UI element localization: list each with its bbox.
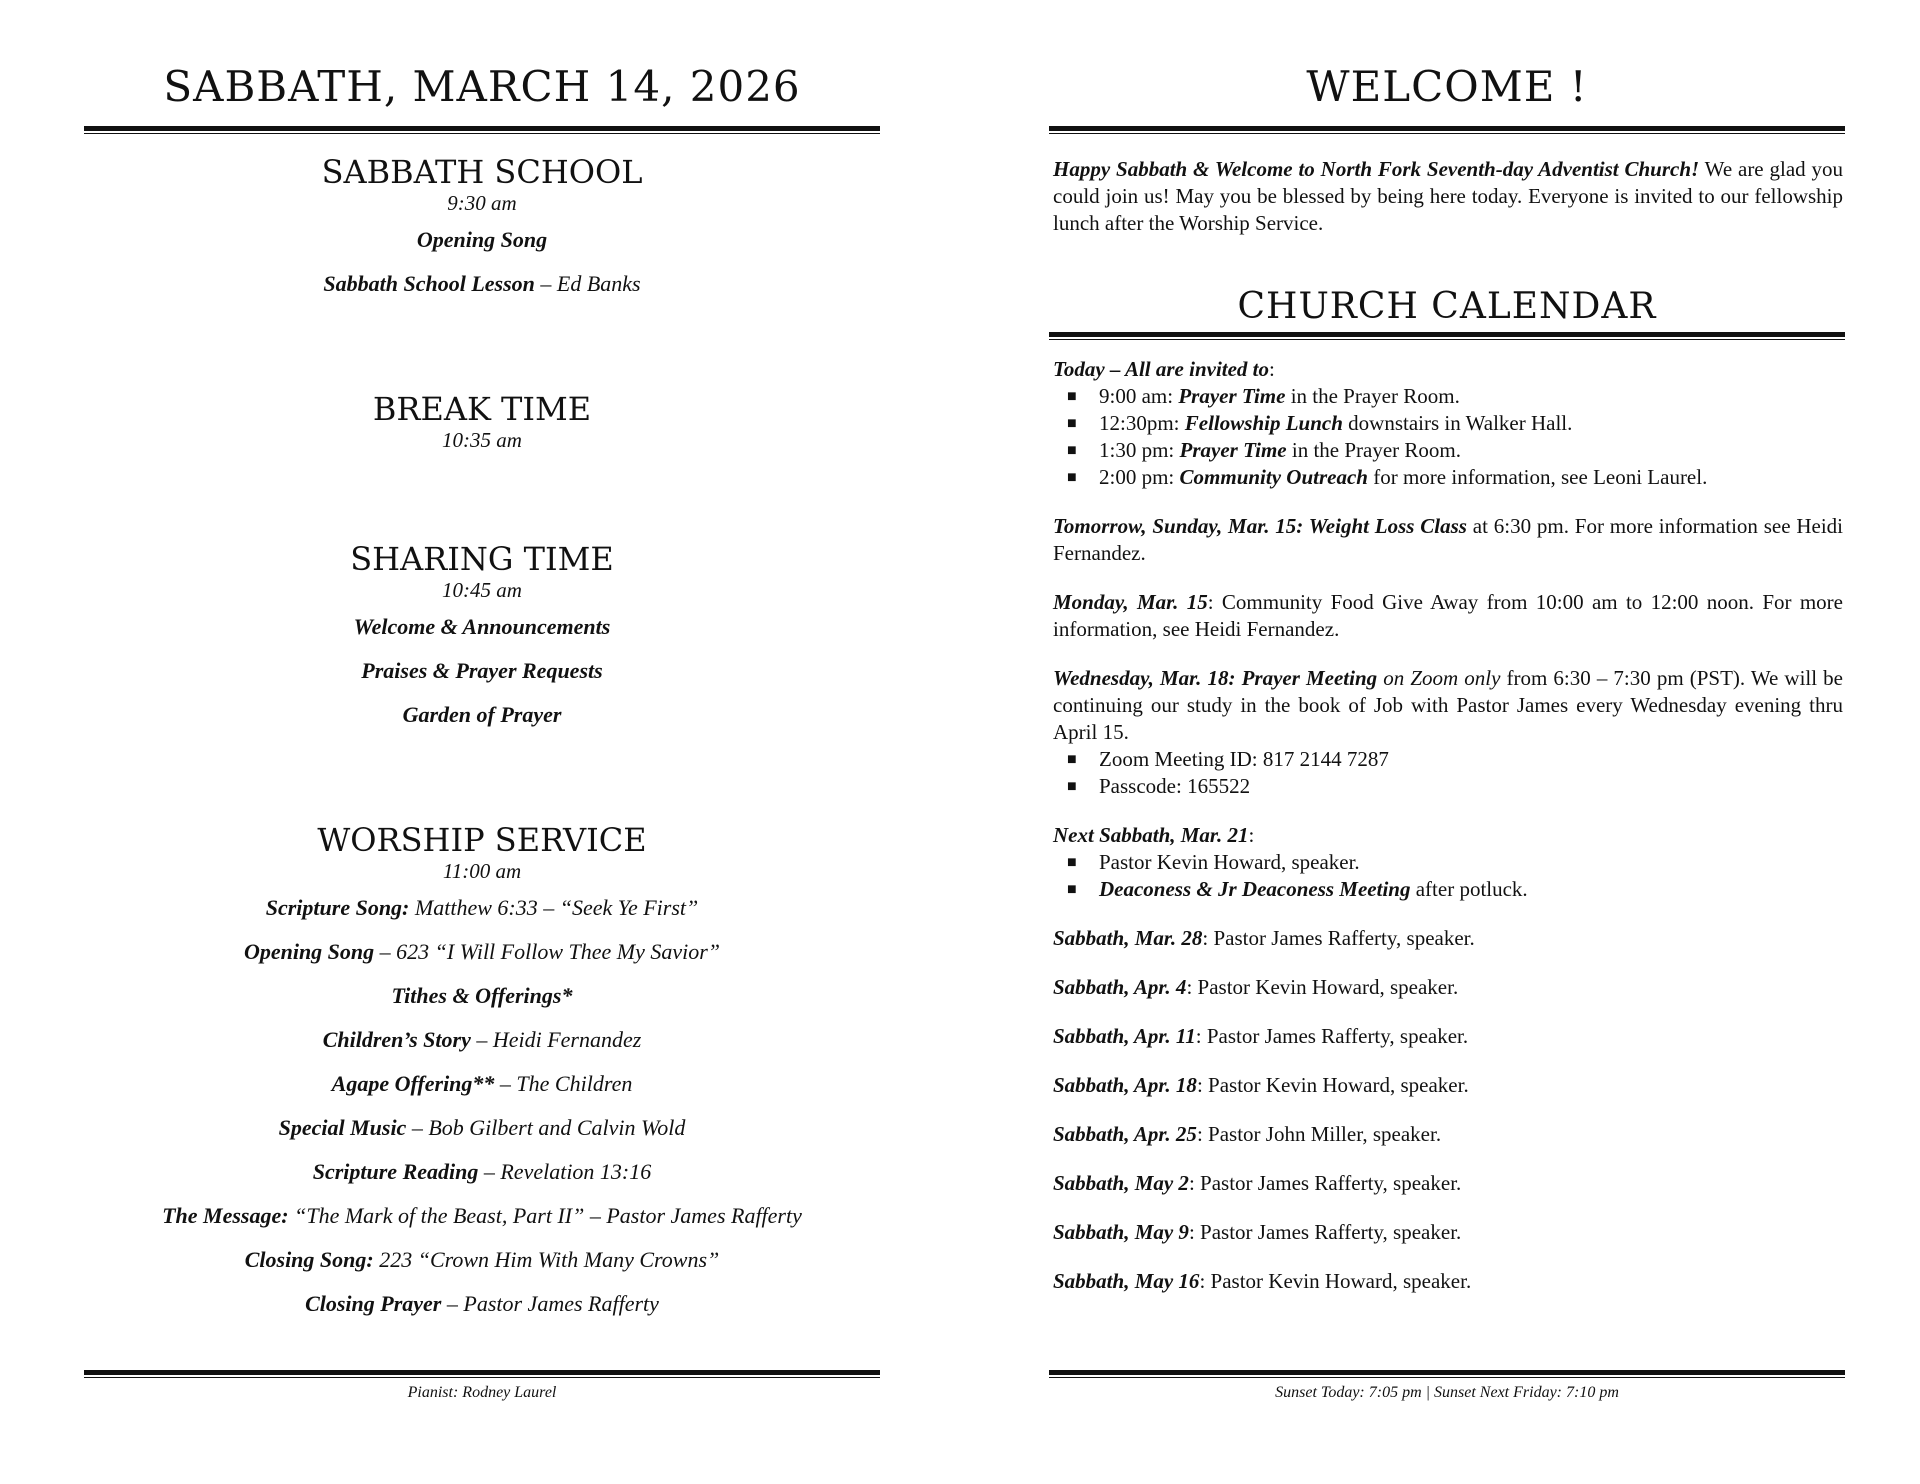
program-item: Garden of Prayer <box>402 702 562 727</box>
title-divider <box>1049 126 1845 135</box>
calendar-title: CHURCH CALENDAR <box>1237 286 1657 327</box>
program-item: Children’s Story – Heidi Fernandez <box>322 1027 642 1052</box>
square-bullet-icon: ■ <box>1067 751 1077 768</box>
program-item: Closing Prayer – Pastor James Rafferty <box>305 1291 659 1316</box>
calendar-entry-sabbath: Sabbath, Apr. 18: Pastor Kevin Howard, speaker. <box>1053 1073 1469 1097</box>
section-time: 9:30 am <box>447 191 517 215</box>
calendar-entry-sabbath: Sabbath, May 16: Pastor Kevin Howard, speaker. <box>1053 1269 1472 1293</box>
pianist-credit: Pianist: Rodney Laurel <box>407 1384 557 1401</box>
welcome-title: WELCOME ! <box>1306 62 1588 111</box>
program-item: Closing Song: 223 “Crown Him With Many Crowns” <box>244 1247 720 1272</box>
calendar-entry-sabbath: Sabbath, Apr. 4: Pastor Kevin Howard, speaker. <box>1053 975 1459 999</box>
calendar-entry-sabbath: Sabbath, Apr. 11: Pastor James Rafferty, speaker. <box>1053 1024 1469 1048</box>
section-heading: SABBATH SCHOOL <box>321 153 643 191</box>
welcome-lead: Happy Sabbath & Welcome to North Fork Seventh-day Adventist Church! <box>1053 157 1700 181</box>
square-bullet-icon: ■ <box>1067 778 1077 795</box>
square-bullet-icon: ■ <box>1067 881 1077 898</box>
section-time: 10:35 am <box>442 428 522 452</box>
list-item: ■ 2:00 pm: Community Outreach for more information, see Leoni Laurel. <box>1067 465 1708 489</box>
calendar-entry-wednesday: Wednesday, Mar. 18: Prayer Meeting on Zoom only from 6:30 – 7:30 pm (PST). We will be continuing our study in the book of Job with Pastor James every Wednesday evening thru April 15. <box>1053 666 1844 744</box>
program-item: Scripture Song: Matthew 6:33 – “Seek Ye First” <box>265 895 699 920</box>
square-bullet-icon: ■ <box>1067 854 1077 871</box>
calendar-entry-sabbath: Sabbath, Apr. 25: Pastor John Miller, speaker. <box>1053 1122 1442 1146</box>
sharing-time-section <box>84 540 880 728</box>
today-list <box>1053 383 1843 491</box>
calendar-entry-sabbath: Sabbath, May 9: Pastor James Rafferty, speaker. <box>1053 1220 1462 1244</box>
program-item: Praises & Prayer Requests <box>361 658 603 683</box>
program-item: Welcome & Announcements <box>353 614 611 639</box>
calendar-entry-monday: Monday, Mar. 15: Community Food Give Away from 10:00 am to 12:00 noon. For more information, see Heidi Fernandez. <box>1053 590 1843 641</box>
square-bullet-icon: ■ <box>1067 442 1077 459</box>
section-heading: BREAK TIME <box>372 390 592 428</box>
sunset-times: Sunset Today: 7:05 pm | Sunset Next Friday: 7:10 pm <box>1275 1384 1619 1401</box>
calendar-entry-next-sabbath: Next Sabbath, Mar. 21: <box>1053 823 1255 847</box>
page-title: SABBATH, MARCH 14, 2026 <box>163 62 801 111</box>
welcome-body: We are glad you could join us! May you be blessed by being here today. Everyone is invited to our fellowship lunch after the Worship Service. <box>1053 157 1843 235</box>
square-bullet-icon: ■ <box>1067 415 1077 432</box>
program-item: Agape Offering** – The Children <box>331 1071 633 1096</box>
zoom-list <box>1053 746 1843 800</box>
section-heading: WORSHIP SERVICE <box>317 821 647 859</box>
calendar-entry-today: Today – All are invited to: <box>1053 357 1275 381</box>
title-divider <box>84 126 880 135</box>
section-time: 10:45 am <box>442 578 522 602</box>
list-item: ■ 1:30 pm: Prayer Time in the Prayer Room. <box>1067 438 1462 462</box>
next-sabbath-list <box>1053 849 1843 903</box>
list-item: ■ 12:30pm: Fellowship Lunch downstairs in Walker Hall. <box>1067 411 1573 435</box>
worship-service-section <box>84 821 880 1317</box>
program-item: Opening Song <box>416 227 548 252</box>
footer-divider <box>84 1370 880 1379</box>
church-calendar <box>1053 356 1843 1295</box>
section-time: 11:00 am <box>442 859 522 883</box>
program-item: Special Music – Bob Gilbert and Calvin Wold <box>278 1115 686 1140</box>
square-bullet-icon: ■ <box>1067 388 1077 405</box>
program-item: Opening Song – 623 “I Will Follow Thee My Savior” <box>243 939 721 964</box>
list-item: ■ Passcode: 165522 <box>1067 774 1251 798</box>
section-heading: SHARING TIME <box>350 540 614 578</box>
footer-divider <box>1049 1370 1845 1379</box>
welcome-message <box>1053 156 1843 237</box>
list-item: ■ Deaconess & Jr Deaconess Meeting after potluck. <box>1067 877 1528 901</box>
list-item: ■ Pastor Kevin Howard, speaker. <box>1067 850 1360 874</box>
list-item: ■ 9:00 am: Prayer Time in the Prayer Room. <box>1067 384 1460 408</box>
square-bullet-icon: ■ <box>1067 469 1077 486</box>
list-item: ■ Zoom Meeting ID: 817 2144 7287 <box>1067 747 1389 771</box>
calendar-entry-sabbath: Sabbath, May 2: Pastor James Rafferty, speaker. <box>1053 1171 1462 1195</box>
sabbath-school-section <box>84 153 880 297</box>
program-item: The Message: “The Mark of the Beast, Part II” – Pastor James Rafferty <box>162 1203 802 1228</box>
calendar-entry-sabbath: Sabbath, Mar. 28: Pastor James Rafferty, speaker. <box>1053 926 1475 950</box>
calendar-divider <box>1049 332 1845 341</box>
calendar-entry-tomorrow: Tomorrow, Sunday, Mar. 15: Weight Loss Class at 6:30 pm. For more information see Heidi Fernandez. <box>1053 514 1843 565</box>
program-item: Sabbath School Lesson – Ed Banks <box>323 271 641 296</box>
program-item: Tithes & Offerings* <box>391 983 573 1008</box>
program-item: Scripture Reading – Revelation 13:16 <box>312 1159 652 1184</box>
break-time-section <box>84 390 880 452</box>
